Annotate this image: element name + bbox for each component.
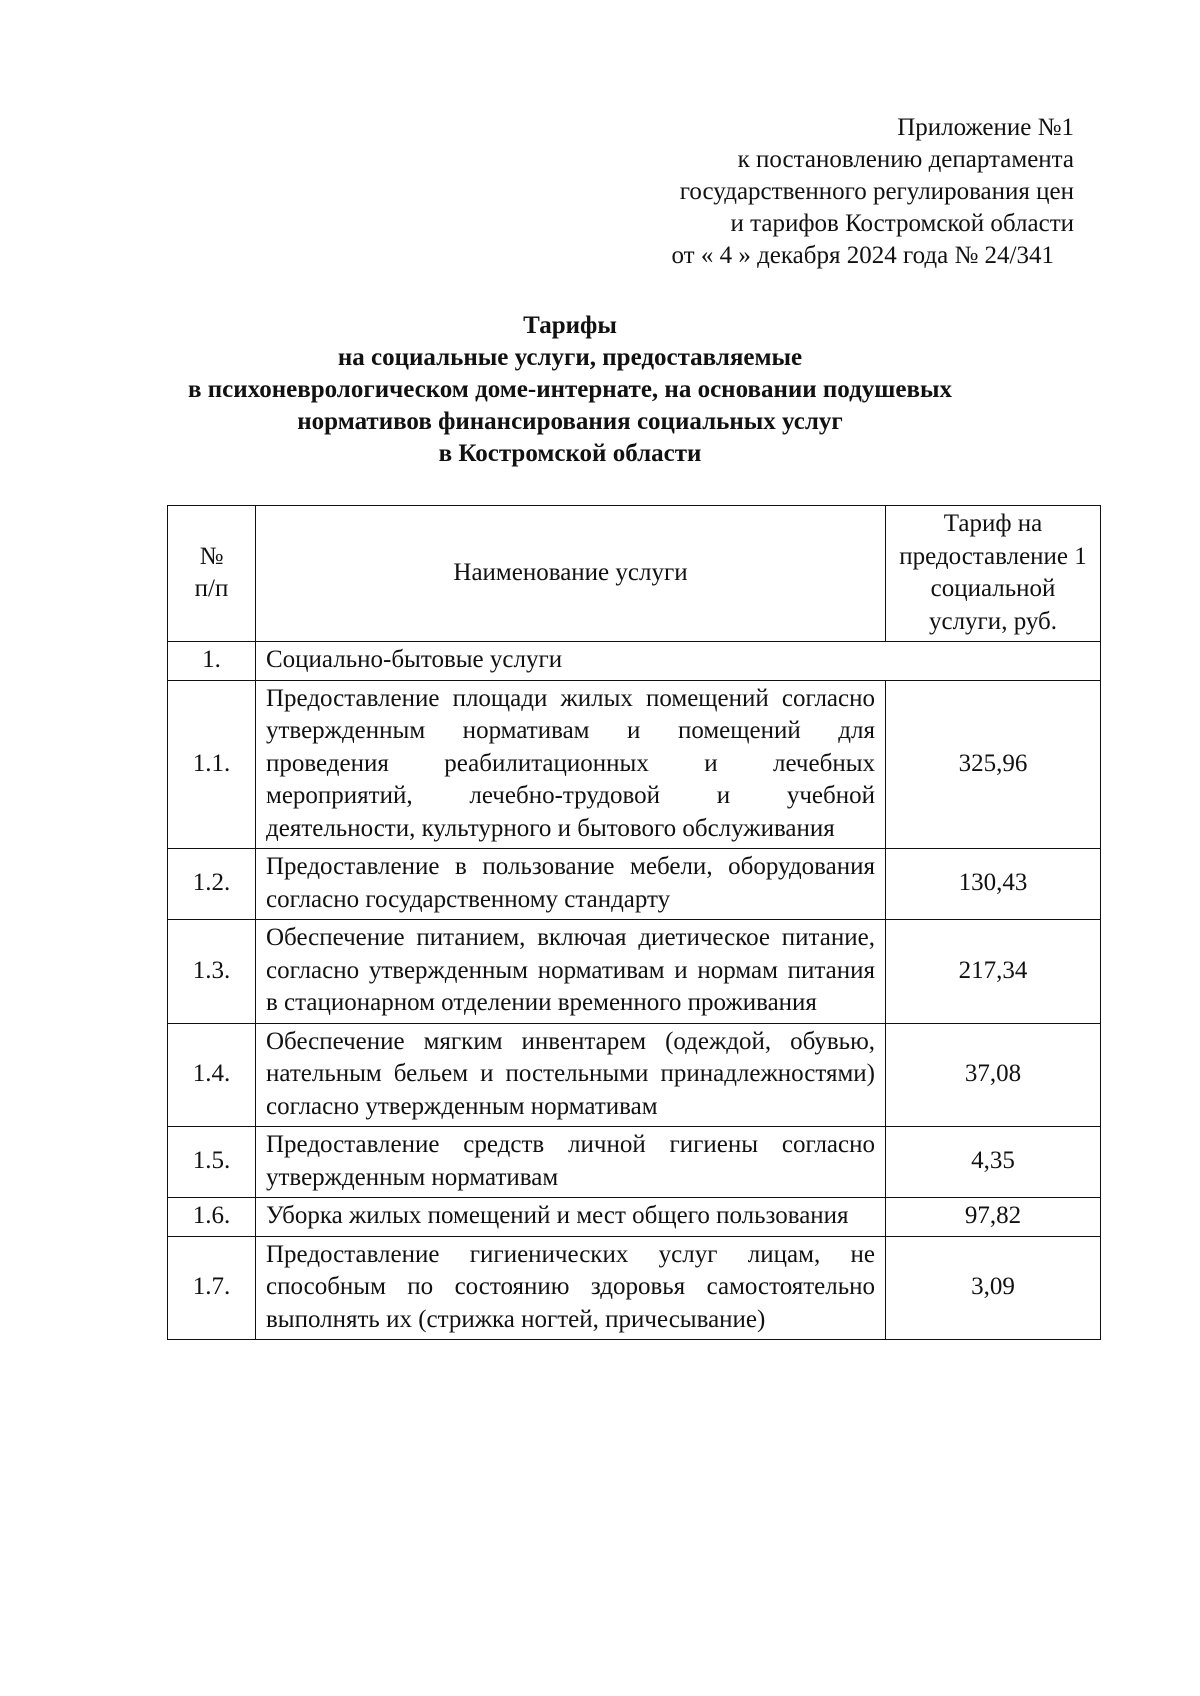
annex-line: к постановлению департамента (737, 146, 1074, 173)
title-line: на социальные услуги, предоставляемые (337, 344, 803, 371)
row-service-name: Предоставление средств личной гигиены согласно утвержденным нормативам (256, 1127, 886, 1198)
tariffs-table (167, 505, 1101, 1340)
table-header-row (168, 506, 1101, 642)
title-line: в психоневрологическом доме-интернате, на основании подушевых (188, 376, 952, 403)
annex-line: и тарифов Костромской области (730, 210, 1074, 237)
row-number: 1.2. (168, 849, 256, 920)
title-line: в Костромской области (438, 440, 702, 467)
annex-line: от « 4 » декабря 2024 года № 24/341 (671, 242, 1054, 269)
row-number: 1.7. (168, 1236, 256, 1340)
table-row (168, 680, 1101, 849)
table-row (168, 920, 1101, 1024)
table-row (168, 1127, 1101, 1198)
row-tariff: 130,43 (886, 849, 1101, 920)
table-row (168, 849, 1101, 920)
title-line: Тарифы (523, 312, 617, 339)
row-tariff: 97,82 (886, 1198, 1101, 1237)
row-service-name: Уборка жилых помещений и мест общего пользования (256, 1198, 886, 1237)
row-service-name: Предоставление в пользование мебели, оборудования согласно государственному стандарту (256, 849, 886, 920)
section-number: 1. (168, 642, 256, 681)
header-number-line: п/п (194, 575, 229, 602)
row-service-name: Предоставление гигиенических услуг лицам, не способным по состоянию здоровья самостоятельно выполнять их (стрижка ногтей, причесывание) (256, 1236, 886, 1340)
row-service-name: Обеспечение мягким инвентарем (одеждой, обувью, нательным бельем и постельными принадлежностями) согласно утвержденным нормативам (256, 1023, 886, 1127)
row-number: 1.5. (168, 1127, 256, 1198)
title-line: нормативов финансирования социальных услуг (297, 408, 843, 435)
row-number: 1.4. (168, 1023, 256, 1127)
annex-line: государственного регулирования цен (679, 178, 1074, 205)
table-row (168, 1023, 1101, 1127)
row-tariff: 3,09 (886, 1236, 1101, 1340)
table-row (168, 1236, 1101, 1340)
header-tariff: Тариф на предоставление 1 социальной услуги, руб. (886, 506, 1101, 642)
row-tariff: 325,96 (886, 680, 1101, 849)
row-tariff: 217,34 (886, 920, 1101, 1024)
row-service-name: Предоставление площади жилых помещений согласно утвержденным нормативам и помещений для проведения реабилитационных и лечебных мероприятий, лечебно-трудовой и учебной деятельности, культурного и бытового обслуживания (256, 680, 886, 849)
row-number: 1.3. (168, 920, 256, 1024)
row-service-name: Обеспечение питанием, включая диетическое питание, согласно утвержденным нормативам и нормам питания в стационарном отделении временного проживания (256, 920, 886, 1024)
document-title (120, 310, 1020, 470)
header-service-name: Наименование услуги (256, 506, 886, 642)
header-number (168, 506, 256, 642)
header-number-line: № (199, 542, 224, 570)
table-row (168, 1198, 1101, 1237)
row-tariff: 4,35 (886, 1127, 1101, 1198)
annex-block (574, 112, 1074, 272)
row-number: 1.1. (168, 680, 256, 849)
row-number: 1.6. (168, 1198, 256, 1237)
row-tariff: 37,08 (886, 1023, 1101, 1127)
section-row (168, 642, 1101, 681)
section-name: Социально-бытовые услуги (256, 642, 1101, 681)
annex-line: Приложение №1 (897, 114, 1074, 141)
